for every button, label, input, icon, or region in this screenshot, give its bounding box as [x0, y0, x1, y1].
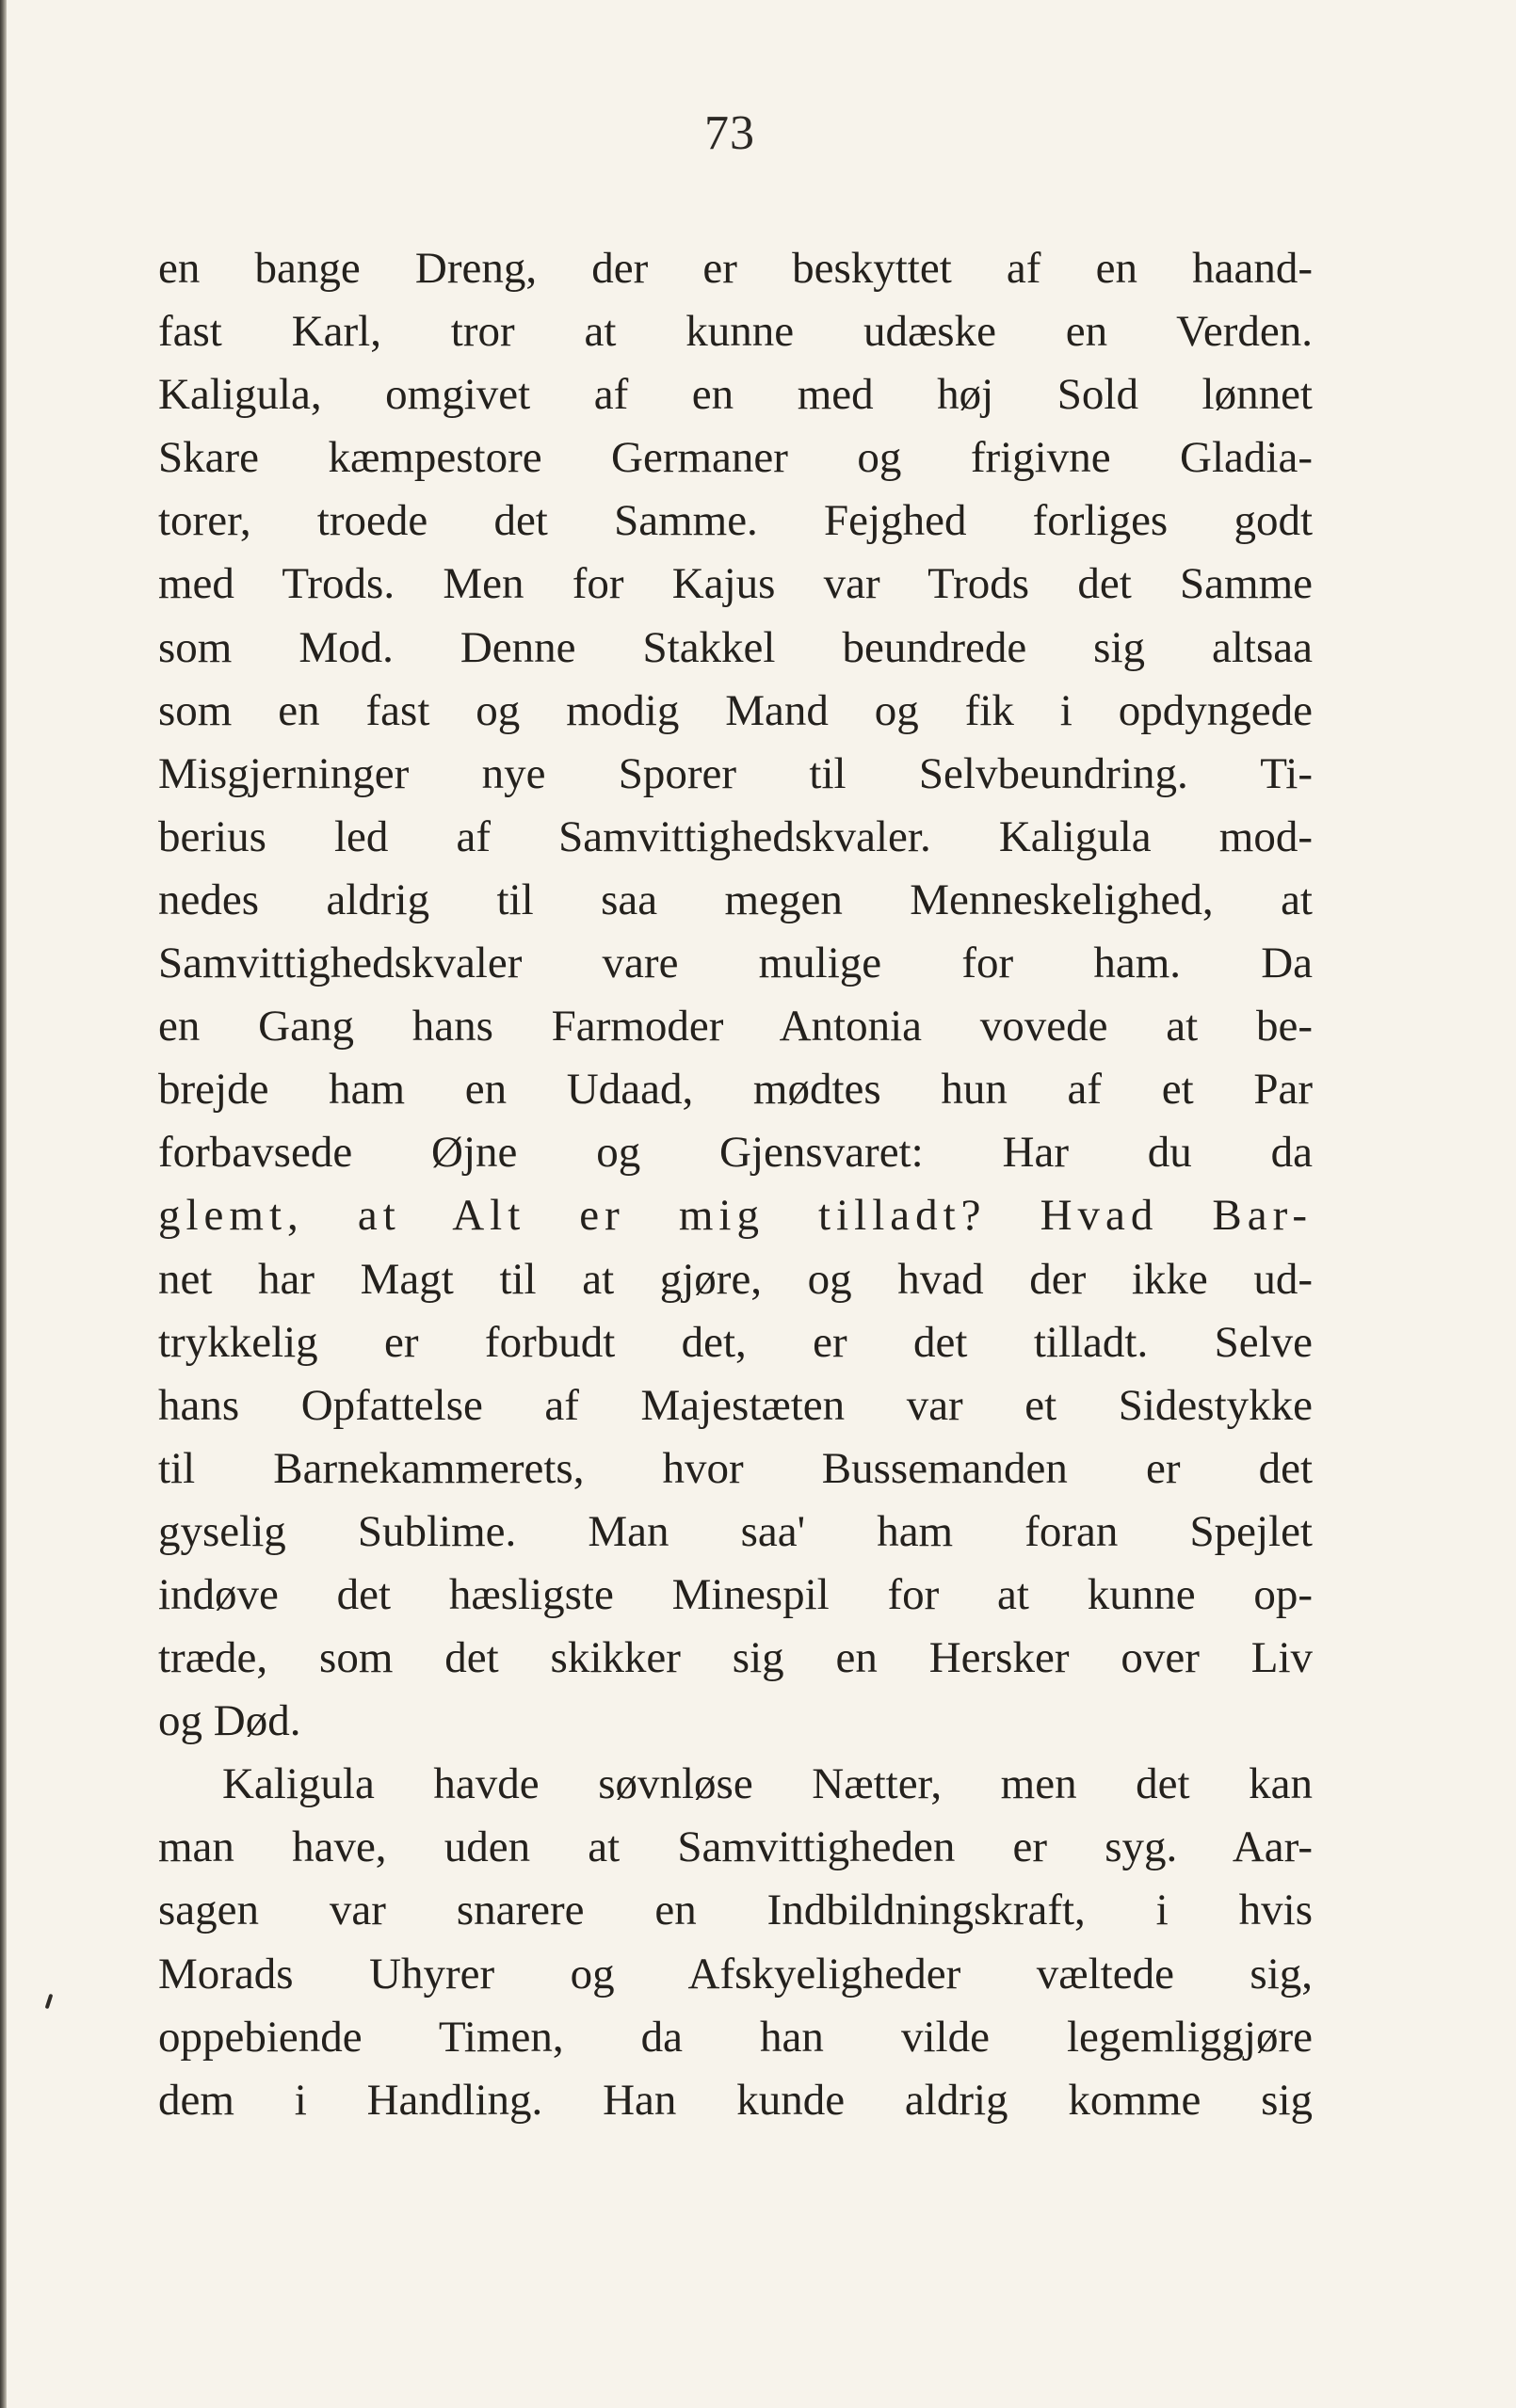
- text-line: hans Opfattelse af Majestæten var et Sidestykke: [158, 1380, 1313, 1430]
- text-line: berius led af Samvittighedskvaler. Kaligula mod-: [158, 811, 1313, 861]
- text-line: Misgjerninger nye Sporer til Selvbeundring. Ti-: [158, 748, 1313, 798]
- text-line: gyselig Sublime. Man saa' ham foran Spejlet: [158, 1506, 1313, 1556]
- text-line: torer, troede det Samme. Fejghed forliges godt: [158, 496, 1313, 546]
- page-number: 73: [704, 106, 755, 160]
- text-line: indøve det hæsligste Minespil for at kunne op-: [158, 1569, 1313, 1619]
- text-line: man have, uden at Samvittigheden er syg. Aar-: [158, 1822, 1313, 1872]
- text-line: med Trods. Men for Kajus var Trods det Samme: [158, 559, 1313, 609]
- body-text: [158, 237, 1313, 2132]
- text-line: glemt, at Alt er mig tilladt? Hvad Bar-: [158, 1191, 1313, 1241]
- text-line: som Mod. Denne Stakkel beundrede sig altsaa: [158, 622, 1313, 672]
- text-line: Morads Uhyrer og Afskyeligheder væltede sig,: [158, 1949, 1313, 1999]
- text-line: sagen var snarere en Indbildningskraft, i hvis: [158, 1886, 1313, 1935]
- text-line: Skare kæmpestore Germaner og frigivne Gladia-: [158, 433, 1313, 483]
- text-line: oppebiende Timen, da han vilde legemliggjøre: [158, 2012, 1313, 2062]
- page-binding-edge: [0, 0, 7, 2408]
- text-line: og Død.: [158, 1696, 301, 1746]
- text-line: dem i Handling. Han kunde aldrig komme sig: [158, 2075, 1313, 2125]
- margin-ink-mark: [45, 1994, 54, 2009]
- text-line: forbavsede Øjne og Gjensvaret: Har du da: [158, 1128, 1313, 1178]
- text-line: som en fast og modig Mand og fik i opdyngede: [158, 685, 1313, 735]
- text-line: net har Magt til at gjøre, og hvad der ikke ud-: [158, 1254, 1313, 1304]
- text-line: Kaligula, omgivet af en med høj Sold lønnet: [158, 370, 1313, 420]
- text-line: en bange Dreng, der er beskyttet af en haand-: [158, 244, 1313, 293]
- text-line: træde, som det skikker sig en Hersker over Liv: [158, 1633, 1313, 1683]
- text-line: Samvittighedskvaler vare mulige for ham. Da: [158, 939, 1313, 988]
- text-line: Kaligula havde søvnløse Nætter, men det kan: [222, 1759, 1313, 1809]
- text-line: trykkelig er forbudt det, er det tilladt. Selve: [158, 1317, 1313, 1367]
- text-line: nedes aldrig til saa megen Menneskelighed, at: [158, 875, 1313, 924]
- text-line: brejde ham en Udaad, mødtes hun af et Par: [158, 1065, 1313, 1115]
- text-line: en Gang hans Farmoder Antonia vovede at be-: [158, 1002, 1313, 1051]
- text-line: til Barnekammerets, hvor Bussemanden er det: [158, 1443, 1313, 1493]
- text-line: fast Karl, tror at kunne udæske en Verden.: [158, 307, 1313, 357]
